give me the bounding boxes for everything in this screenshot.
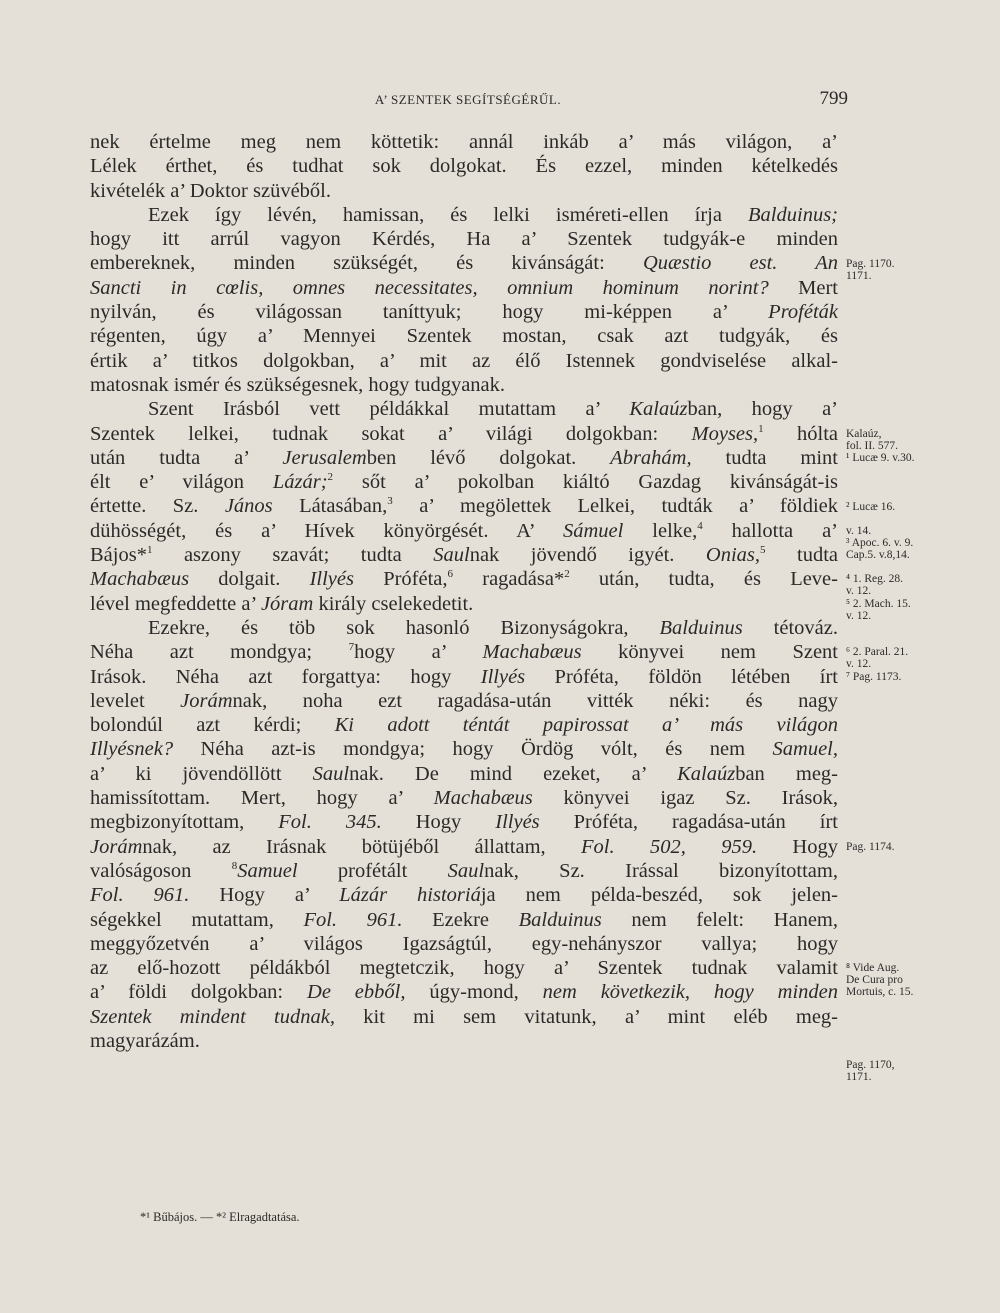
text-line: Jorámnak, az Irásnak bötüjéből állattam, Fol. 502, 959. Hogy xyxy=(90,835,838,858)
text-line: Szentek lelkei, tudnak sokat a’ világi dolgokban: Moyses,$^1$ hólta xyxy=(90,422,838,445)
text-line: valóságoson $^8$Samuel profétált Saulnak, Sz. Irással bizonyítottam, xyxy=(90,859,838,882)
margin-note: Pag. 1170, 1171. xyxy=(846,1059,895,1084)
text-line: az elő-hozott példákból megtetczik, hogy a’ Szentek tudnak valamit xyxy=(90,957,838,980)
text-line: Fol. 961. Hogy a’ Lázár historiája nem példa-beszéd, sok jelen- xyxy=(90,884,838,907)
text-line: megbizonyítottam, Fol. 345. Hogy Illyés Próféta, ragadása-után írt xyxy=(90,811,838,834)
margin-note: ⁶ 2. Paral. 21. v. 12. xyxy=(846,646,909,671)
text-line: matosnak ismér és szükségesnek, hogy tudgyanak. xyxy=(90,373,506,396)
running-header xyxy=(88,88,848,112)
text-line: a’ ki jövendöllött Saulnak. De mind ezeket, a’ Kalaúzban meg- xyxy=(90,762,838,785)
text-line: Illyésnek? Néha azt-is mondgya; hogy Ördög vólt, és nem Samuel, xyxy=(90,738,838,761)
text-line: régenten, úgy a’ Mennyei Szentek mostan, csak azt tudgyák, és xyxy=(90,325,838,348)
text-line: hamissítottam. Mert, hogy a’ Machabæus könyvei igaz Sz. Irások, xyxy=(90,787,838,810)
margin-note: ¹ Lucæ 9. v.30. xyxy=(846,451,915,464)
margin-note: Pag. 1174. xyxy=(846,840,895,853)
header-title: A’ SZENTEK SEGÍTSÉGÉRŰL. xyxy=(374,92,562,107)
margin-note: ⁷ Pag. 1173. xyxy=(846,670,902,683)
text-line: nek értelme meg nem köttetik: annál inkáb a’ más világon, a’ xyxy=(90,131,838,153)
text-line: bolondúl azt kérdi; Ki adott téntát papirossat a’ más világon xyxy=(90,714,838,737)
text-line: után tudta a’ Jerusalemben lévő dolgokat. Abrahám, tudta mint xyxy=(90,446,838,469)
margin-note: Pag. 1170. 1171. xyxy=(846,257,895,282)
text-line: Sancti in cœlis, omnes necessitates, omnium hominum norint? Mert xyxy=(90,276,838,299)
text-line: Néha azt mondgya; $^7$hogy a’ Machabæus könyvei nem Szent xyxy=(90,641,839,664)
margin-note: ⁵ 2. Mach. 15. v. 12. xyxy=(846,597,911,622)
text-line: a’ földi dolgokban: De ebből, úgy-mond, nem következik, hogy minden xyxy=(90,981,838,1004)
text-line: élt e’ világon Lázár;$^2$ sőt a’ pokolban kiáltó Gazdag kivánságát-is xyxy=(90,471,839,494)
text-line: Bájos*$^1$ aszony szavát; tudta Saulnak jövendő igyét. Onias,$^5$ tudta xyxy=(90,544,838,567)
body-text xyxy=(90,130,838,1053)
text-line: Ezek így lévén, hamissan, és lelki isméreti-ellen írja Balduinus; xyxy=(148,203,838,226)
text-line: dühösségét, és a’ Hívek könyörgését. A’ Sámuel lelke,$^4$ hallotta a’ xyxy=(90,519,838,542)
margin-note: ⁴ 1. Reg. 28. v. 12. xyxy=(846,573,904,598)
text-line: magyarázám. xyxy=(90,1029,200,1052)
text-line: Machabæus dolgait. Illyés Próféta,$^6$ ragadása*$^2$ után, tudta, és Leve- xyxy=(90,568,838,591)
page-number: 799 xyxy=(819,88,848,109)
margin-note: ² Lucæ 16. xyxy=(846,500,896,513)
text-line: Szentek mindent tudnak, kit mi sem vitatunk, a’ mint eléb meg- xyxy=(90,1005,839,1028)
text-line: Lélek érthet, és tudhat sok dolgokat. És ezzel, minden kételkedés xyxy=(90,155,838,178)
text-line: nyilván, és világossan taníttyuk; hogy mi-képpen a’ Proféták xyxy=(90,301,838,324)
text-line: Irások. Néha azt forgattya: hogy Illyés Próféta, földön létében írt xyxy=(90,665,838,688)
text-line: lével megfeddette a’ Jóram király cselekedetit. xyxy=(90,592,474,615)
text-line: levelet Jorámnak, noha ezt ragadása-után vitték néki: és nagy xyxy=(90,689,839,712)
margin-note: ⁸ Vide Aug. De Cura pro Mortuis, c. 15. xyxy=(846,962,914,999)
text-line: Ezekre, és töb sok hasonló Bizonyságokra, Balduinus tétováz. xyxy=(148,616,838,639)
text-line: ségekkel mutattam, Fol. 961. Ezekre Balduinus nem felelt: Hanem, xyxy=(90,908,838,931)
text-line: Szent Irásból vett példákkal mutattam a’ Kalaúzban, hogy a’ xyxy=(148,398,838,421)
margin-note: Cap.5. v.8,14. xyxy=(846,549,910,562)
text-line: hogy itt arrúl vagyon Kérdés, Ha a’ Szentek tudgyák-e minden xyxy=(90,228,838,251)
margin-note: v. 14. ³ Apoc. 6. v. 9. xyxy=(846,524,914,549)
text-line: meggyőzetvén a’ világos Igazságtúl, egy-nehányszor vallya; hogy xyxy=(90,932,838,955)
text-line: értette. Sz. János Látasában,$^3$ a’ megölettek Lelkei, tudták a’ földiek xyxy=(90,495,838,518)
text-line: értik a’ titkos dolgokban, a’ mit az élő Istennek gondviselése alkal- xyxy=(90,349,838,372)
text-line: embereknek, minden szükségét, és kivánságát: Quæstio est. An xyxy=(90,252,839,275)
footnotes: *¹ Bűbájos. — *² Elragadtatása. xyxy=(140,1210,300,1224)
text-line: kivételék a’ Doktor szüvéből. xyxy=(90,179,331,202)
margin-note: Kalaúz, fol. II. 577. xyxy=(846,427,899,452)
